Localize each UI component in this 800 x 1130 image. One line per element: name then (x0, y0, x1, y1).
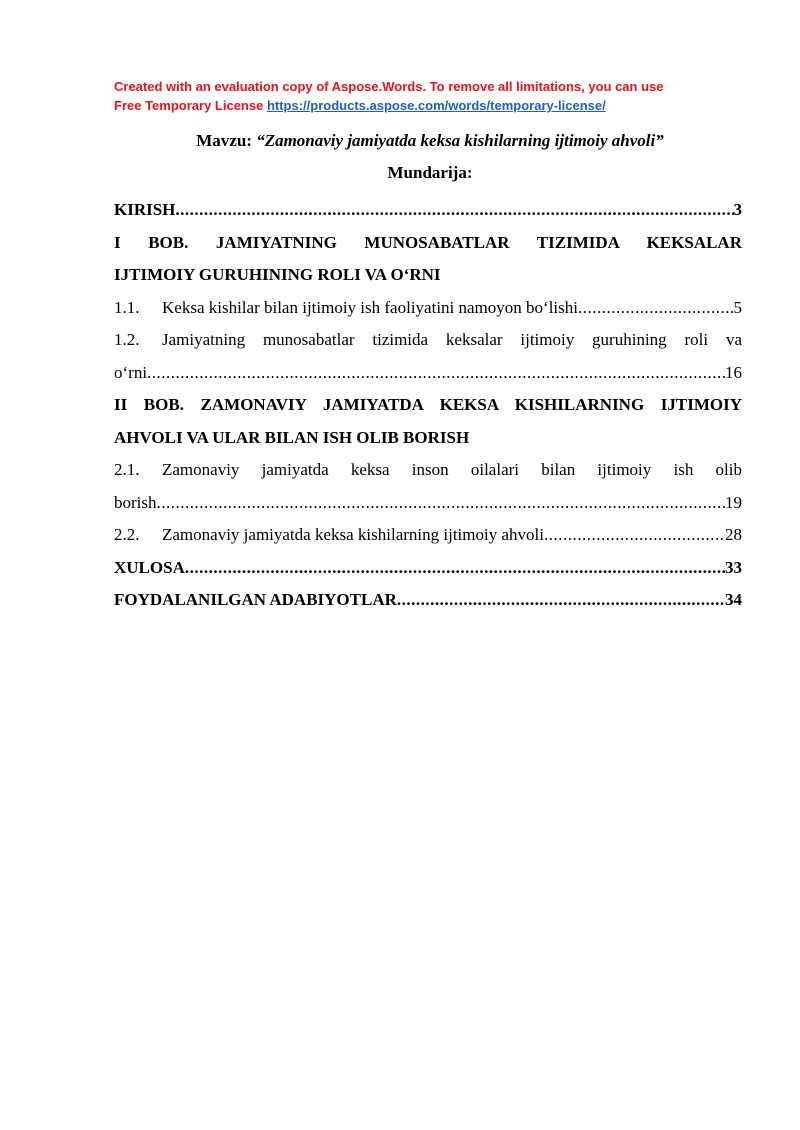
toc-entry-title: Jamiyatning munosabatlar tizimida keksalar ijtimoiy guruhining roli va (162, 330, 742, 349)
toc-entry-page: 5 (733, 297, 742, 317)
toc-entry-1-2-line-1[interactable] (114, 324, 742, 357)
toc-entry-title: KIRISH (114, 200, 176, 219)
toc-entry-page: 19 (725, 492, 742, 512)
watermark-license-link[interactable]: https://products.aspose.com/words/temporary-license/ (266, 98, 606, 113)
toc-entry-title: XULOSA (114, 557, 185, 577)
evaluation-watermark (114, 77, 754, 115)
toc-entry-1-1[interactable] (114, 292, 742, 325)
toc-chapter-2-line-2[interactable]: AHVOLI VA ULAR BILAN ISH OLIB BORISH (114, 427, 470, 447)
toc-chapter-1-line-1[interactable]: I BOB. JAMIYATNING MUNOSABATLAR TIZIMIDA KEKSALAR (114, 232, 742, 252)
toc-chapter-1-line-2[interactable]: IJTIMOIY GURUHINING ROLI VA O‘RNI (114, 265, 441, 284)
toc-entry-title: Zamonaviy jamiyatda keksa kishilarning ijtimoiy ahvoli (162, 525, 544, 544)
toc-chapter-2-line-1[interactable]: II BOB. ZAMONAVIY JAMIYATDA KEKSA KISHILARNING IJTIMOIY (114, 395, 742, 414)
toc-entry-2-1-line-1[interactable] (114, 454, 742, 487)
toc-entry-number: 2.1. (114, 460, 140, 479)
toc-entry-1-2-line-2[interactable] (114, 357, 742, 390)
toc-entry-title-continued: borish (114, 492, 157, 512)
table-of-contents (114, 194, 742, 617)
toc-entry-2-2[interactable] (114, 519, 742, 552)
toc-leader-dots (185, 552, 725, 585)
watermark-license-text: Free Temporary License (114, 98, 264, 113)
toc-entry-page: 28 (725, 525, 742, 544)
toc-entry-number: 1.1. (114, 297, 140, 317)
toc-entry-conclusion[interactable] (114, 552, 742, 585)
toc-entry-page: 33 (725, 557, 742, 577)
toc-entry-title: FOYDALANILGAN ADABIYOTLAR (114, 590, 397, 609)
toc-leader-dots (578, 292, 734, 325)
toc-leader-dots (157, 487, 726, 520)
toc-leader-dots (147, 357, 725, 390)
topic-name: “Zamonaviy jamiyatda keksa kishilarning ijtimoiy ahvoli” (256, 131, 664, 150)
toc-entry-title-continued: o‘rni (114, 362, 148, 382)
toc-leader-dots (544, 519, 725, 552)
toc-entry-page: 16 (725, 362, 742, 382)
toc-entry-references[interactable] (114, 584, 742, 617)
topic-label: Mavzu: (196, 131, 252, 150)
toc-entry-page: 3 (733, 200, 742, 219)
toc-entry-number: 1.2. (114, 330, 140, 349)
watermark-line-2 (114, 96, 754, 115)
toc-entry-title: Keksa kishilar bilan ijtimoiy ish faoliyatini namoyon bo‘lishi (162, 297, 578, 317)
topic-title (0, 130, 800, 152)
toc-leader-dots (175, 194, 733, 227)
toc-entry-number: 2.2. (114, 525, 140, 544)
watermark-line-1: Created with an evaluation copy of Aspose.Words. To remove all limitations, you can use (114, 79, 664, 94)
toc-entry-page: 34 (725, 590, 742, 609)
toc-entry-title: Zamonaviy jamiyatda keksa inson oilalari bilan ijtimoiy ish olib (162, 460, 742, 479)
contents-heading: Mundarija: (387, 163, 473, 182)
toc-entry-2-1-line-2[interactable] (114, 487, 742, 520)
toc-leader-dots (397, 584, 725, 617)
toc-entry-intro[interactable] (114, 194, 742, 227)
